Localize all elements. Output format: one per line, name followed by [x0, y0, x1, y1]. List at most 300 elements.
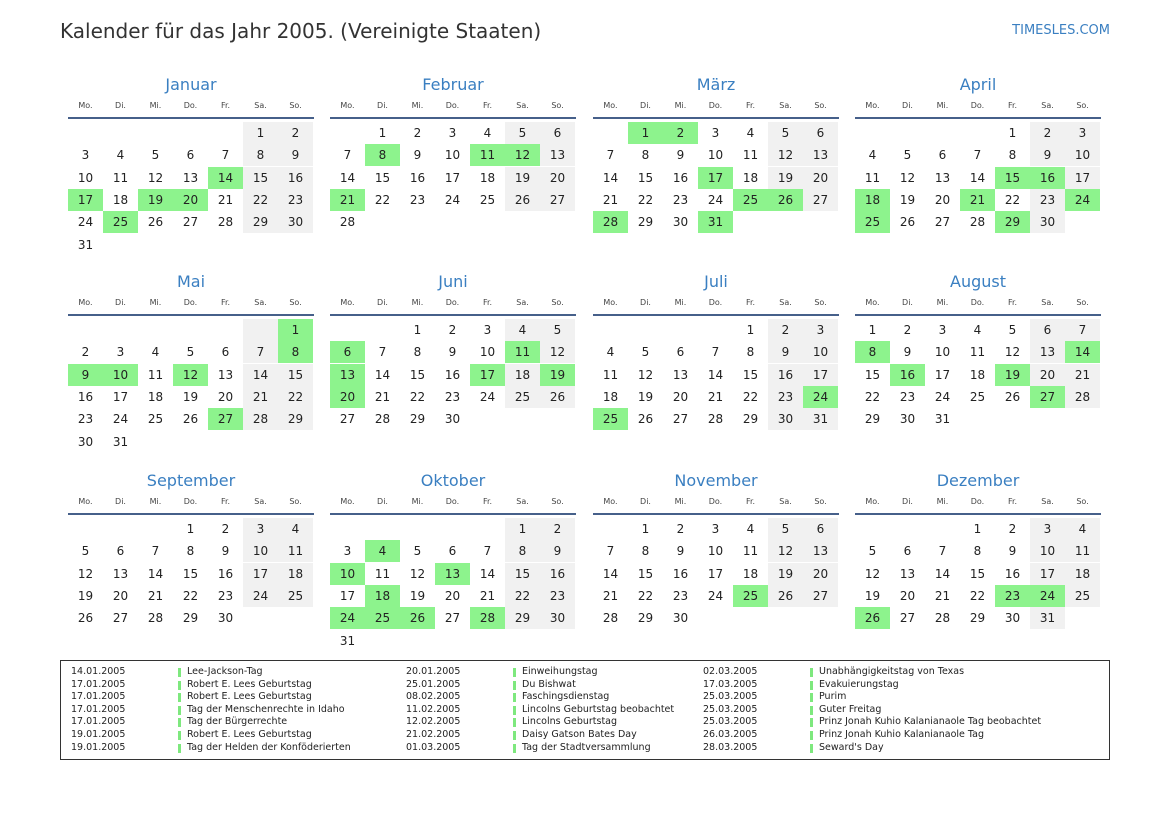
day-cell: 22: [864, 389, 881, 404]
holiday-day-cell: 26: [855, 607, 890, 629]
day-cell: 11: [278, 540, 313, 562]
day-cell: 20: [112, 588, 129, 603]
day-grid: [68, 319, 314, 461]
weekday-label: So.: [814, 497, 827, 506]
day-cell: 16: [444, 367, 461, 382]
day-cell: 17: [243, 563, 278, 585]
holiday-day-cell: 16: [890, 364, 925, 386]
day-cell: 3: [483, 323, 492, 337]
day-cell: 1: [505, 518, 540, 540]
day-cell: 15: [969, 566, 986, 581]
day-cell: 1: [746, 323, 755, 337]
weekday-label: Mo.: [603, 101, 618, 110]
day-cell: 6: [221, 345, 230, 360]
day-cell: 21: [374, 389, 391, 404]
holiday-day-cell: 24: [1030, 585, 1065, 607]
header-divider: [593, 117, 839, 119]
day-cell: 5: [768, 518, 803, 540]
day-cell: 23: [278, 189, 313, 211]
month-block: [593, 74, 839, 264]
holiday-day-cell: 8: [365, 144, 400, 166]
day-cell: 15: [864, 367, 881, 382]
legend-marker: [810, 681, 813, 690]
holiday-day-cell: 29: [995, 211, 1030, 233]
weekday-label: Mo.: [78, 298, 93, 307]
weekday-label: So.: [289, 101, 302, 110]
month-block: [855, 470, 1101, 660]
day-cell: 21: [217, 192, 234, 207]
holiday-day-cell: 8: [855, 341, 890, 363]
day-cell: 30: [768, 408, 803, 430]
day-cell: 3: [1065, 122, 1100, 144]
month-name: Mai: [176, 272, 206, 291]
day-cell: 28: [374, 412, 391, 427]
day-cell: 29: [278, 408, 313, 430]
day-cell: 18: [479, 170, 496, 185]
month-block: [330, 271, 576, 461]
legend-date: 08.02.2005: [406, 691, 461, 703]
holiday-day-cell: 27: [208, 408, 243, 430]
header-divider: [855, 117, 1101, 119]
day-cell: 1: [413, 323, 422, 337]
day-cell: 29: [637, 611, 654, 626]
day-cell: 6: [448, 544, 457, 559]
day-cell: 19: [77, 588, 94, 603]
weekday-label: Di.: [115, 298, 126, 307]
weekday-header: [855, 297, 1101, 309]
legend-holiday-name: Tag der Helden der Konföderierten: [187, 741, 351, 753]
day-cell: 8: [973, 544, 982, 559]
day-cell: 9: [1008, 544, 1017, 559]
legend-holiday-name: Unabhängigkeitstag von Texas: [819, 666, 965, 677]
day-cell: 30: [899, 412, 916, 427]
weekday-label: Fr.: [482, 298, 493, 307]
day-cell: 20: [934, 192, 951, 207]
weekday-label: So.: [551, 497, 564, 506]
day-cell: 13: [112, 566, 129, 581]
weekday-label: Di.: [115, 101, 126, 110]
day-cell: 9: [278, 144, 313, 166]
day-cell: 18: [505, 364, 540, 386]
day-cell: 22: [409, 389, 426, 404]
weekday-label: Sa.: [254, 101, 267, 110]
legend-marker: [810, 706, 813, 715]
day-cell: 21: [602, 588, 619, 603]
weekday-label: So.: [1076, 497, 1089, 506]
day-cell: 16: [768, 364, 803, 386]
day-cell: 8: [186, 544, 195, 559]
day-grid: [68, 518, 314, 660]
month-name: Juni: [438, 272, 468, 291]
day-cell: 10: [934, 345, 951, 360]
legend-marker: [810, 744, 813, 753]
holiday-legend: [60, 660, 1110, 760]
day-cell: 30: [278, 211, 313, 233]
day-grid: [593, 518, 839, 660]
day-cell: 5: [413, 544, 422, 559]
day-cell: 6: [938, 148, 947, 163]
legend-holiday-name: Daisy Gatson Bates Day: [522, 729, 637, 740]
page-title: Kalender für das Jahr 2005. (Vereinigte Staaten): [60, 19, 542, 43]
day-cell: 16: [540, 563, 575, 585]
day-grid: [68, 122, 314, 264]
holiday-day-cell: 13: [330, 364, 365, 386]
day-cell: 18: [1065, 563, 1100, 585]
day-cell: 26: [540, 386, 575, 408]
legend-marker: [513, 706, 516, 715]
holiday-day-cell: 26: [768, 189, 803, 211]
weekday-label: So.: [551, 101, 564, 110]
day-cell: 9: [676, 544, 685, 559]
holiday-day-cell: 19: [995, 364, 1030, 386]
day-cell: 7: [606, 148, 615, 163]
day-cell: 2: [903, 323, 912, 337]
day-cell: 7: [938, 544, 947, 559]
day-cell: 23: [540, 585, 575, 607]
day-cell: 13: [540, 144, 575, 166]
day-cell: 14: [147, 566, 164, 581]
month-name: Juli: [704, 272, 728, 291]
legend-holiday-name: Guter Freitag: [819, 703, 882, 715]
weekday-label: Fr.: [1007, 497, 1018, 506]
holiday-day-cell: 28: [470, 607, 505, 629]
holiday-day-cell: 11: [505, 341, 540, 363]
day-cell: 10: [707, 148, 724, 163]
weekday-label: Do.: [445, 298, 460, 307]
header-divider: [68, 513, 314, 515]
day-cell: 3: [803, 319, 838, 341]
day-cell: 29: [637, 215, 654, 230]
legend-marker: [810, 731, 813, 740]
weekday-label: Fr.: [482, 497, 493, 506]
holiday-day-cell: 4: [365, 540, 400, 562]
legend-holiday-name: Robert E. Lees Geburtstag: [187, 678, 312, 690]
day-cell: 24: [112, 412, 129, 427]
day-cell: 14: [479, 566, 496, 581]
month-block: [593, 271, 839, 461]
legend-date: 25.03.2005: [703, 703, 758, 715]
weekday-header: [330, 496, 576, 508]
site-link[interactable]: TIMESLES.COM: [1012, 23, 1110, 38]
holiday-day-cell: 6: [330, 341, 365, 363]
legend-date: 20.01.2005: [406, 666, 461, 677]
day-cell: 10: [479, 345, 496, 360]
day-cell: 24: [479, 389, 496, 404]
day-cell: 14: [339, 170, 356, 185]
holiday-day-cell: 21: [960, 189, 995, 211]
weekday-label: Mi.: [411, 101, 424, 110]
day-cell: 14: [707, 367, 724, 382]
legend-marker: [178, 681, 181, 690]
day-cell: 8: [413, 345, 422, 360]
weekday-label: Mi.: [149, 497, 162, 506]
legend-holiday-name: Du Bishwat: [522, 678, 576, 690]
weekday-label: Mi.: [674, 298, 687, 307]
day-cell: 5: [903, 148, 912, 163]
day-cell: 19: [899, 192, 916, 207]
day-cell: 8: [505, 540, 540, 562]
month-name: Januar: [165, 75, 217, 94]
day-cell: 30: [1004, 611, 1021, 626]
weekday-label: Fr.: [482, 101, 493, 110]
legend-date: 12.02.2005: [406, 716, 461, 728]
day-cell: 21: [934, 588, 951, 603]
day-cell: 15: [637, 566, 654, 581]
weekday-label: Do.: [970, 497, 985, 506]
weekday-header: [855, 496, 1101, 508]
day-cell: 1: [1008, 126, 1017, 140]
day-cell: 16: [672, 170, 689, 185]
holiday-day-cell: 14: [208, 167, 243, 189]
legend-holiday-name: Lincolns Geburtstag: [522, 716, 618, 728]
month-name: März: [696, 75, 736, 94]
legend-marker: [513, 681, 516, 690]
legend-date: 25.01.2005: [406, 678, 461, 690]
day-cell: 10: [1030, 540, 1065, 562]
legend-holiday-name: Einweihungstag: [522, 666, 598, 677]
day-cell: 15: [243, 167, 278, 189]
legend-date: 14.01.2005: [71, 666, 126, 677]
month-name: November: [674, 471, 758, 490]
day-cell: 4: [868, 148, 877, 163]
weekday-label: Mi.: [149, 101, 162, 110]
day-cell: 13: [803, 144, 838, 166]
day-cell: 30: [672, 611, 689, 626]
day-cell: 24: [707, 588, 724, 603]
legend-date: 17.03.2005: [703, 678, 758, 690]
day-cell: 12: [77, 566, 94, 581]
holiday-day-cell: 18: [855, 189, 890, 211]
legend-date: 11.02.2005: [406, 703, 461, 715]
day-cell: 7: [606, 544, 615, 559]
holiday-day-cell: 25: [733, 585, 768, 607]
weekday-label: Sa.: [516, 497, 529, 506]
day-cell: 22: [278, 386, 313, 408]
weekday-label: Di.: [377, 497, 388, 506]
day-cell: 14: [934, 566, 951, 581]
day-cell: 23: [899, 389, 916, 404]
day-cell: 23: [672, 192, 689, 207]
weekday-header: [330, 297, 576, 309]
header-divider: [855, 314, 1101, 316]
weekday-label: Sa.: [516, 298, 529, 307]
day-cell: 25: [278, 585, 313, 607]
holiday-day-cell: 9: [68, 364, 103, 386]
weekday-label: Sa.: [779, 497, 792, 506]
weekday-label: Fr.: [220, 497, 231, 506]
day-cell: 3: [243, 518, 278, 540]
weekday-label: Do.: [183, 298, 198, 307]
day-cell: 18: [742, 170, 759, 185]
day-cell: 21: [147, 588, 164, 603]
day-cell: 13: [899, 566, 916, 581]
day-cell: 28: [602, 611, 619, 626]
month-name: April: [959, 75, 997, 94]
holiday-day-cell: 21: [330, 189, 365, 211]
day-cell: 26: [505, 189, 540, 211]
day-cell: 4: [505, 319, 540, 341]
day-cell: 26: [182, 412, 199, 427]
weekday-label: Di.: [640, 101, 651, 110]
day-cell: 13: [803, 540, 838, 562]
legend-marker: [513, 744, 516, 753]
day-cell: 22: [505, 585, 540, 607]
header-divider: [68, 117, 314, 119]
day-cell: 18: [147, 389, 164, 404]
legend-holiday-name: Purim: [819, 691, 847, 703]
day-cell: 12: [899, 170, 916, 185]
day-cell: 22: [969, 588, 986, 603]
day-cell: 3: [343, 544, 352, 559]
day-grid: [330, 319, 576, 461]
day-cell: 19: [768, 563, 803, 585]
holiday-day-cell: 26: [400, 607, 435, 629]
legend-holiday-name: Tag der Stadtversammlung: [522, 741, 651, 753]
day-cell: 17: [112, 389, 129, 404]
day-grid: [593, 319, 839, 461]
day-cell: 18: [112, 192, 129, 207]
legend-marker: [513, 668, 516, 677]
day-cell: 1: [378, 126, 387, 140]
day-cell: 29: [742, 412, 759, 427]
day-cell: 9: [1030, 144, 1065, 166]
weekday-label: Mi.: [936, 298, 949, 307]
day-cell: 13: [217, 367, 234, 382]
day-cell: 2: [1030, 122, 1065, 144]
weekday-label: Sa.: [1041, 497, 1054, 506]
month-block: [855, 74, 1101, 264]
day-cell: 21: [707, 389, 724, 404]
weekday-label: Mi.: [674, 101, 687, 110]
legend-date: 17.01.2005: [71, 678, 126, 690]
day-cell: 20: [1030, 364, 1065, 386]
day-cell: 1: [186, 522, 195, 536]
day-cell: 5: [768, 122, 803, 144]
day-cell: 27: [444, 611, 461, 626]
day-cell: 22: [374, 192, 391, 207]
day-grid: [330, 122, 576, 264]
holiday-day-cell: 14: [1065, 341, 1100, 363]
day-cell: 9: [903, 345, 912, 360]
day-cell: 6: [903, 544, 912, 559]
legend-date: 28.03.2005: [703, 741, 758, 753]
day-cell: 18: [969, 367, 986, 382]
legend-date: 19.01.2005: [71, 741, 126, 753]
day-cell: 4: [116, 148, 125, 163]
day-cell: 28: [707, 412, 724, 427]
day-cell: 18: [278, 563, 313, 585]
day-cell: 20: [217, 389, 234, 404]
day-cell: 3: [116, 345, 125, 360]
day-cell: 9: [448, 345, 457, 360]
day-cell: 7: [483, 544, 492, 559]
day-grid: [855, 319, 1101, 461]
day-cell: 27: [803, 189, 838, 211]
day-cell: 9: [540, 540, 575, 562]
holiday-day-cell: 25: [365, 607, 400, 629]
holiday-day-cell: 31: [698, 211, 733, 233]
day-cell: 28: [147, 611, 164, 626]
day-cell: 5: [1008, 323, 1017, 337]
month-block: [593, 470, 839, 660]
day-cell: 26: [637, 412, 654, 427]
weekday-label: Sa.: [516, 101, 529, 110]
legend-holiday-name: Prinz Jonah Kuhio Kalanianaole Tag: [819, 729, 984, 740]
day-cell: 21: [243, 386, 278, 408]
day-cell: 21: [602, 192, 619, 207]
day-cell: 16: [217, 566, 234, 581]
day-cell: 27: [803, 585, 838, 607]
day-cell: 6: [803, 122, 838, 144]
weekday-header: [68, 297, 314, 309]
weekday-label: Mo.: [865, 101, 880, 110]
weekday-label: Mo.: [340, 298, 355, 307]
weekday-label: Do.: [708, 101, 723, 110]
legend-marker: [178, 693, 181, 702]
day-cell: 31: [112, 434, 129, 449]
header-divider: [68, 314, 314, 316]
holiday-day-cell: 23: [995, 585, 1030, 607]
day-cell: 5: [505, 122, 540, 144]
legend-holiday-name: Seward's Day: [819, 741, 884, 753]
holiday-day-cell: 15: [995, 167, 1030, 189]
day-cell: 19: [182, 389, 199, 404]
day-cell: 31: [1030, 607, 1065, 629]
weekday-header: [593, 100, 839, 112]
day-cell: 13: [1030, 341, 1065, 363]
day-cell: 20: [444, 588, 461, 603]
holiday-day-cell: 25: [593, 408, 628, 430]
day-cell: 3: [81, 148, 90, 163]
legend-holiday-name: Prinz Jonah Kuhio Kalanianaole Tag beobachtet: [819, 716, 1042, 728]
day-cell: 12: [147, 170, 164, 185]
day-cell: 29: [505, 607, 540, 629]
legend-marker: [810, 718, 813, 727]
day-cell: 27: [112, 611, 129, 626]
day-cell: 17: [707, 566, 724, 581]
weekday-label: So.: [814, 298, 827, 307]
day-cell: 16: [278, 167, 313, 189]
holiday-day-cell: 10: [330, 563, 365, 585]
day-cell: 30: [672, 215, 689, 230]
day-cell: 14: [243, 364, 278, 386]
holiday-day-cell: 8: [278, 341, 313, 363]
holiday-day-cell: 13: [435, 563, 470, 585]
day-cell: 19: [637, 389, 654, 404]
holiday-day-cell: 19: [540, 364, 575, 386]
day-cell: 21: [1065, 364, 1100, 386]
day-cell: 20: [540, 167, 575, 189]
weekday-label: Do.: [970, 101, 985, 110]
day-cell: 29: [182, 611, 199, 626]
header-divider: [593, 314, 839, 316]
holiday-day-cell: 16: [1030, 167, 1065, 189]
day-cell: 12: [409, 566, 426, 581]
day-cell: 4: [606, 345, 615, 360]
day-cell: 18: [742, 566, 759, 581]
day-cell: 17: [1065, 167, 1100, 189]
day-cell: 22: [637, 588, 654, 603]
day-cell: 12: [1004, 345, 1021, 360]
day-cell: 11: [112, 170, 129, 185]
day-cell: 9: [413, 148, 422, 163]
day-cell: 29: [243, 211, 278, 233]
day-cell: 5: [540, 319, 575, 341]
weekday-header: [330, 100, 576, 112]
legend-date: 17.01.2005: [71, 691, 126, 703]
day-cell: 7: [973, 148, 982, 163]
month-block: [855, 271, 1101, 461]
